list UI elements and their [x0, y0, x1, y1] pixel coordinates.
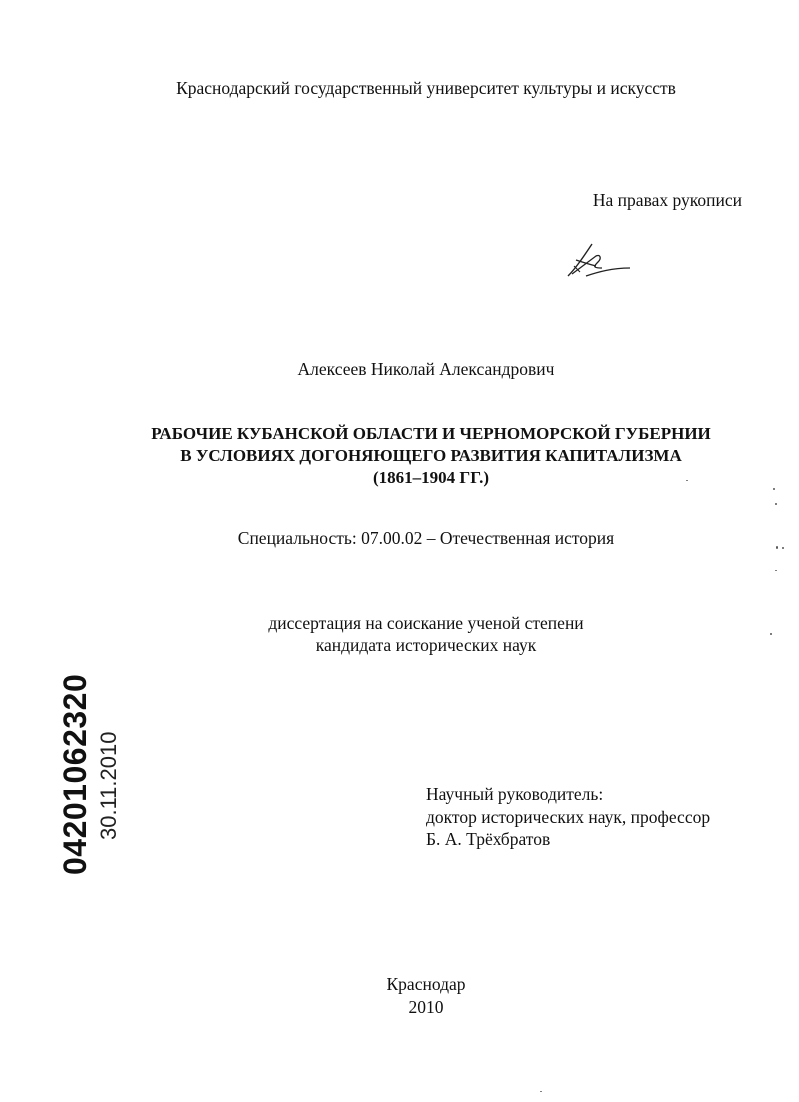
degree-line-1: диссертация на соискание ученой степени — [268, 613, 584, 633]
scan-speck — [773, 488, 775, 490]
scan-speck — [770, 633, 772, 635]
handwritten-signature-icon — [562, 238, 634, 282]
scan-speck — [776, 546, 778, 549]
degree-line-2: кандидата исторических наук — [315, 635, 537, 655]
city-year-block — [0, 973, 799, 1018]
title-line-1: РАБОЧИЕ КУБАНСКОЙ ОБЛАСТИ И ЧЕРНОМОРСКОЙ ГУБЕРНИИ — [151, 424, 711, 443]
supervisor-name: Б. А. Трёхбратов — [426, 829, 551, 849]
city: Краснодар — [386, 974, 466, 994]
supervisor-label: Научный руководитель: — [426, 784, 604, 804]
specialty-line: Специальность: 07.00.02 – Отечественная история — [237, 528, 615, 548]
scan-speck — [775, 570, 777, 571]
scan-speck — [540, 1091, 542, 1092]
title-line-3: (1861–1904 ГГ.) — [372, 468, 490, 487]
supervisor-block — [426, 783, 710, 851]
manuscript-rights-note: На правах рукописи — [592, 190, 742, 210]
dissertation-title — [0, 423, 799, 489]
author-name: Алексеев Николай Александрович — [297, 359, 555, 379]
stamp-code: 04201062320 — [57, 673, 93, 875]
title-line-2: В УСЛОВИЯХ ДОГОНЯЮЩЕГО РАЗВИТИЯ КАПИТАЛИЗМА — [180, 446, 682, 465]
stamp-date: 30.11.2010 — [96, 731, 121, 840]
scan-speck — [775, 503, 777, 505]
scan-speck — [782, 547, 784, 549]
scan-speck — [686, 480, 688, 481]
university-name: Краснодарский государственный университет культуры и искусств — [176, 78, 676, 98]
supervisor-credentials: доктор исторических наук, профессор — [426, 806, 711, 827]
year: 2010 — [408, 996, 444, 1017]
